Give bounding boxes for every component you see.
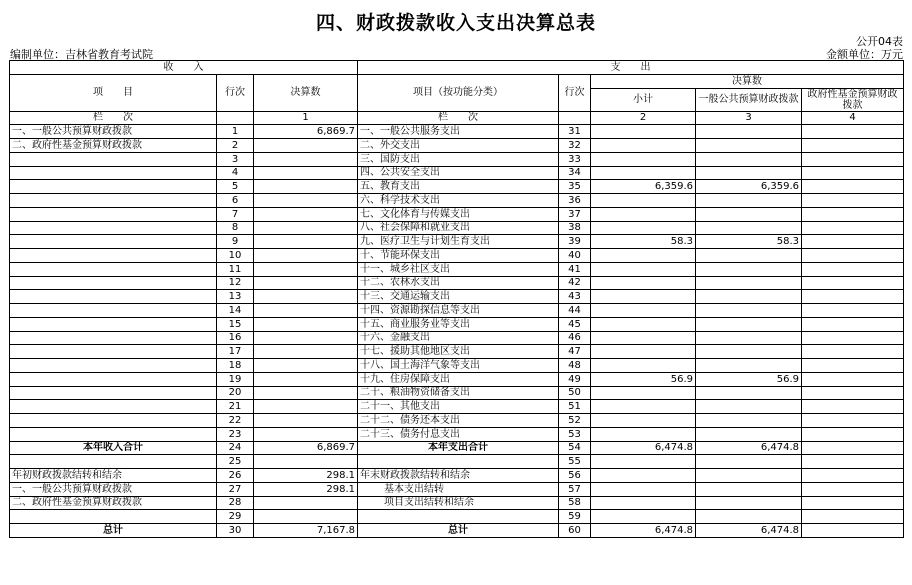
- column-number-3: 3: [696, 111, 802, 125]
- income-amount-cell: 298.1: [254, 469, 358, 483]
- expense-row-number-cell: 45: [559, 317, 591, 331]
- expense-item-cell: 总计: [358, 524, 559, 538]
- column-label-empty-2: [559, 111, 591, 125]
- income-amount-cell: [254, 496, 358, 510]
- expense-item-cell: 十六、金融支出: [358, 331, 559, 345]
- income-item-cell: 年初财政拨款结转和结余: [10, 469, 217, 483]
- income-item-cell: [10, 386, 217, 400]
- general-budget-cell: [696, 386, 802, 400]
- income-item-cell: [10, 372, 217, 386]
- government-fund-cell: [802, 304, 904, 318]
- expense-item-cell: 五、教育支出: [358, 180, 559, 194]
- expense-item-cell: 二十二、债务还本支出: [358, 414, 559, 428]
- expense-item-cell: 二、外交支出: [358, 139, 559, 153]
- function-item-header: 项目（按功能分类）: [358, 74, 559, 111]
- expense-row-number-cell: 31: [559, 125, 591, 139]
- government-fund-cell: [802, 441, 904, 455]
- column-number-1: 1: [254, 111, 358, 125]
- amount-unit: 金额单位：万元: [826, 48, 903, 61]
- subtotal-cell: [591, 496, 696, 510]
- expense-row-number-cell: 43: [559, 290, 591, 304]
- subtotal-cell: [591, 249, 696, 263]
- expense-item-cell: 十、节能环保支出: [358, 249, 559, 263]
- income-item-cell: [10, 400, 217, 414]
- expense-row-number-cell: 33: [559, 152, 591, 166]
- income-item-cell: [10, 152, 217, 166]
- column-number-2: 2: [591, 111, 696, 125]
- income-row-number-cell: 10: [217, 249, 254, 263]
- expense-row-number-cell: 48: [559, 359, 591, 373]
- column-label-2: 栏 次: [358, 111, 559, 125]
- income-amount-cell: [254, 180, 358, 194]
- subtotal-cell: [591, 427, 696, 441]
- income-row-number-cell: 25: [217, 455, 254, 469]
- table-row: [10, 166, 904, 180]
- budget-table: [9, 60, 904, 538]
- general-budget-cell: [696, 400, 802, 414]
- government-fund-cell: [802, 235, 904, 249]
- general-budget-cell: [696, 221, 802, 235]
- expense-row-number-cell: 58: [559, 496, 591, 510]
- table-row: [10, 139, 904, 153]
- income-row-number-cell: 8: [217, 221, 254, 235]
- income-item-cell: 本年收入合计: [10, 441, 217, 455]
- expense-item-cell: 十四、资源勘探信息等支出: [358, 304, 559, 318]
- subtotal-cell: [591, 359, 696, 373]
- government-fund-cell: [802, 414, 904, 428]
- general-budget-cell: [696, 317, 802, 331]
- subtotal-header: 小计: [591, 88, 696, 111]
- government-fund-cell: [802, 262, 904, 276]
- income-row-number-cell: 20: [217, 386, 254, 400]
- income-amount-cell: [254, 331, 358, 345]
- government-fund-cell: [802, 194, 904, 208]
- expense-item-cell: 十一、城乡社区支出: [358, 262, 559, 276]
- expense-item-cell: 一、一般公共服务支出: [358, 125, 559, 139]
- income-amount-cell: [254, 386, 358, 400]
- general-budget-cell: [696, 152, 802, 166]
- general-budget-cell: [696, 290, 802, 304]
- general-budget-cell: [696, 496, 802, 510]
- expense-row-number-cell: 49: [559, 372, 591, 386]
- expense-row-number-cell: 55: [559, 455, 591, 469]
- expense-row-number-cell: 32: [559, 139, 591, 153]
- expense-item-cell: 年末财政拨款结转和结余: [358, 469, 559, 483]
- table-row: [10, 524, 904, 538]
- income-item-cell: [10, 455, 217, 469]
- subtotal-cell: [591, 510, 696, 524]
- general-budget-cell: [696, 207, 802, 221]
- expense-row-number-cell: 56: [559, 469, 591, 483]
- expense-row-number-cell: 51: [559, 400, 591, 414]
- income-amount-cell: [254, 455, 358, 469]
- expense-item-cell: 十三、交通运输支出: [358, 290, 559, 304]
- income-row-number-cell: 4: [217, 166, 254, 180]
- general-budget-cell: [696, 510, 802, 524]
- income-row-number-cell: 30: [217, 524, 254, 538]
- income-amount-cell: [254, 249, 358, 263]
- income-row-number-cell: 15: [217, 317, 254, 331]
- expense-row-number-cell: 53: [559, 427, 591, 441]
- general-budget-cell: [696, 469, 802, 483]
- income-amount-cell: [254, 262, 358, 276]
- expense-item-cell: 十九、住房保障支出: [358, 372, 559, 386]
- income-item-cell: [10, 276, 217, 290]
- income-item-cell: 一、一般公共预算财政拨款: [10, 482, 217, 496]
- subtotal-cell: 6,474.8: [591, 524, 696, 538]
- government-fund-cell: [802, 139, 904, 153]
- general-budget-cell: [696, 482, 802, 496]
- income-amount-cell: [254, 207, 358, 221]
- subtotal-cell: [591, 139, 696, 153]
- general-budget-cell: [696, 249, 802, 263]
- expense-row-number-cell: 38: [559, 221, 591, 235]
- income-amount-cell: [254, 304, 358, 318]
- table-row: [10, 510, 904, 524]
- table-row: [10, 469, 904, 483]
- government-fund-cell: [802, 180, 904, 194]
- income-item-cell: [10, 304, 217, 318]
- table-row: [10, 152, 904, 166]
- expense-row-number-cell: 35: [559, 180, 591, 194]
- general-budget-cell: [696, 414, 802, 428]
- income-row-number-cell: 13: [217, 290, 254, 304]
- income-amount-cell: [254, 372, 358, 386]
- page-title: 四、财政拨款收入支出决算总表: [315, 12, 596, 34]
- general-budget-header: 一般公共预算财政拨款: [696, 88, 802, 111]
- government-fund-cell: [802, 345, 904, 359]
- table-row: [10, 249, 904, 263]
- expense-item-cell: [358, 455, 559, 469]
- income-amount-cell: 6,869.7: [254, 441, 358, 455]
- table-row: [10, 414, 904, 428]
- table-body: [10, 125, 904, 538]
- government-fund-cell: [802, 290, 904, 304]
- government-fund-header: 政府性基金预算财政拨款: [802, 88, 904, 111]
- income-item-cell: [10, 194, 217, 208]
- subtotal-cell: [591, 166, 696, 180]
- income-amount-cell: [254, 510, 358, 524]
- government-fund-cell: [802, 496, 904, 510]
- income-item-cell: [10, 414, 217, 428]
- column-label: 栏 次: [10, 111, 217, 125]
- government-fund-cell: [802, 249, 904, 263]
- income-item-cell: [10, 166, 217, 180]
- income-amount-cell: 7,167.8: [254, 524, 358, 538]
- table-row: [10, 235, 904, 249]
- subtotal-cell: [591, 455, 696, 469]
- table-row: [10, 194, 904, 208]
- subtotal-cell: [591, 400, 696, 414]
- income-row-number-cell: 2: [217, 139, 254, 153]
- subtotal-cell: [591, 194, 696, 208]
- government-fund-cell: [802, 331, 904, 345]
- income-row-number-cell: 28: [217, 496, 254, 510]
- subtotal-cell: 6,359.6: [591, 180, 696, 194]
- income-row-number-cell: 17: [217, 345, 254, 359]
- government-fund-cell: [802, 359, 904, 373]
- expense-row-number-cell: 50: [559, 386, 591, 400]
- income-row-number-cell: 29: [217, 510, 254, 524]
- expense-item-cell: 十五、商业服务业等支出: [358, 317, 559, 331]
- income-row-number-cell: 16: [217, 331, 254, 345]
- government-fund-cell: [802, 427, 904, 441]
- expense-item-cell: 十二、农林水支出: [358, 276, 559, 290]
- income-amount-cell: [254, 400, 358, 414]
- income-item-cell: 总计: [10, 524, 217, 538]
- subtotal-cell: [591, 290, 696, 304]
- income-item-cell: [10, 510, 217, 524]
- row-number-header-2: 行次: [559, 74, 591, 111]
- income-item-cell: 二、政府性基金预算财政拨款: [10, 496, 217, 510]
- subtotal-cell: [591, 317, 696, 331]
- subtotal-cell: [591, 152, 696, 166]
- expense-row-number-cell: 41: [559, 262, 591, 276]
- government-fund-cell: [802, 469, 904, 483]
- general-budget-cell: [696, 455, 802, 469]
- expense-item-cell: [358, 510, 559, 524]
- income-row-number-cell: 27: [217, 482, 254, 496]
- income-row-number-cell: 3: [217, 152, 254, 166]
- income-row-number-cell: 6: [217, 194, 254, 208]
- income-row-number-cell: 19: [217, 372, 254, 386]
- expense-row-number-cell: 36: [559, 194, 591, 208]
- general-budget-cell: 56.9: [696, 372, 802, 386]
- government-fund-cell: [802, 152, 904, 166]
- income-row-number-cell: 14: [217, 304, 254, 318]
- table-row: [10, 496, 904, 510]
- subtotal-cell: [591, 276, 696, 290]
- general-budget-cell: 6,474.8: [696, 441, 802, 455]
- income-item-cell: 一、一般公共预算财政拨款: [10, 125, 217, 139]
- general-budget-cell: [696, 276, 802, 290]
- income-row-number-cell: 22: [217, 414, 254, 428]
- expense-row-number-cell: 57: [559, 482, 591, 496]
- expense-item-cell: 七、文化体育与传媒支出: [358, 207, 559, 221]
- expense-row-number-cell: 52: [559, 414, 591, 428]
- income-item-cell: [10, 427, 217, 441]
- expense-item-cell: 基本支出结转: [358, 482, 559, 496]
- government-fund-cell: [802, 524, 904, 538]
- income-amount-cell: [254, 276, 358, 290]
- government-fund-cell: [802, 276, 904, 290]
- income-item-cell: [10, 221, 217, 235]
- general-budget-cell: [696, 345, 802, 359]
- government-fund-cell: [802, 455, 904, 469]
- expense-item-cell: 本年支出合计: [358, 441, 559, 455]
- income-item-cell: [10, 359, 217, 373]
- table-row: [10, 262, 904, 276]
- table-row: [10, 482, 904, 496]
- government-fund-cell: [802, 386, 904, 400]
- income-row-number-cell: 1: [217, 125, 254, 139]
- income-row-number-cell: 23: [217, 427, 254, 441]
- table-row: [10, 427, 904, 441]
- reporting-unit: 编制单位：吉林省教育考试院: [10, 48, 153, 61]
- form-number: 公开04表: [856, 35, 903, 48]
- table-row: [10, 304, 904, 318]
- government-fund-cell: [802, 221, 904, 235]
- general-budget-cell: [696, 427, 802, 441]
- income-amount-cell: 298.1: [254, 482, 358, 496]
- table-row: [10, 180, 904, 194]
- government-fund-cell: [802, 207, 904, 221]
- table-row: [10, 386, 904, 400]
- income-item-cell: [10, 317, 217, 331]
- income-amount-cell: [254, 427, 358, 441]
- expense-row-number-cell: 42: [559, 276, 591, 290]
- income-header: 收 入: [10, 61, 358, 75]
- income-item-cell: 二、政府性基金预算财政拨款: [10, 139, 217, 153]
- subtotal-cell: [591, 414, 696, 428]
- expense-item-cell: 四、公共安全支出: [358, 166, 559, 180]
- government-fund-cell: [802, 372, 904, 386]
- income-item-cell: [10, 249, 217, 263]
- expense-row-number-cell: 44: [559, 304, 591, 318]
- expense-row-number-cell: 40: [559, 249, 591, 263]
- expense-row-number-cell: 59: [559, 510, 591, 524]
- general-budget-cell: [696, 166, 802, 180]
- income-amount-cell: [254, 152, 358, 166]
- income-row-number-cell: 12: [217, 276, 254, 290]
- income-amount-cell: [254, 345, 358, 359]
- general-budget-cell: [696, 304, 802, 318]
- income-item-cell: [10, 331, 217, 345]
- income-item-cell: [10, 345, 217, 359]
- table-row: [10, 276, 904, 290]
- expense-row-number-cell: 47: [559, 345, 591, 359]
- expense-item-cell: 二十一、其他支出: [358, 400, 559, 414]
- final-amount-group-header: 决算数: [591, 74, 904, 88]
- government-fund-cell: [802, 317, 904, 331]
- expense-item-cell: 二十三、债务付息支出: [358, 427, 559, 441]
- expense-item-cell: 六、科学技术支出: [358, 194, 559, 208]
- subtotal-cell: 58.3: [591, 235, 696, 249]
- column-label-empty: [217, 111, 254, 125]
- subtotal-cell: [591, 125, 696, 139]
- expense-header: 支 出: [358, 61, 904, 75]
- subtotal-cell: 56.9: [591, 372, 696, 386]
- income-row-number-cell: 7: [217, 207, 254, 221]
- general-budget-cell: [696, 359, 802, 373]
- income-amount-cell: [254, 221, 358, 235]
- table-row: [10, 345, 904, 359]
- table-row: [10, 441, 904, 455]
- income-amount-cell: [254, 359, 358, 373]
- general-budget-cell: [696, 262, 802, 276]
- government-fund-cell: [802, 125, 904, 139]
- subtotal-cell: [591, 331, 696, 345]
- column-number-4: 4: [802, 111, 904, 125]
- income-amount-cell: [254, 414, 358, 428]
- income-row-number-cell: 11: [217, 262, 254, 276]
- general-budget-cell: 58.3: [696, 235, 802, 249]
- general-budget-cell: 6,474.8: [696, 524, 802, 538]
- subtotal-cell: [591, 304, 696, 318]
- income-item-cell: [10, 180, 217, 194]
- expense-item-cell: 三、国防支出: [358, 152, 559, 166]
- expense-item-cell: 八、社会保障和就业支出: [358, 221, 559, 235]
- table-row: [10, 400, 904, 414]
- table-row: [10, 372, 904, 386]
- income-amount-cell: [254, 139, 358, 153]
- income-row-number-cell: 26: [217, 469, 254, 483]
- subtotal-cell: 6,474.8: [591, 441, 696, 455]
- expense-row-number-cell: 37: [559, 207, 591, 221]
- table-row: [10, 207, 904, 221]
- government-fund-cell: [802, 400, 904, 414]
- expense-row-number-cell: 39: [559, 235, 591, 249]
- general-budget-cell: [696, 139, 802, 153]
- income-amount-cell: [254, 194, 358, 208]
- income-amount-cell: [254, 290, 358, 304]
- table-row: [10, 221, 904, 235]
- general-budget-cell: [696, 125, 802, 139]
- row-number-header: 行次: [217, 74, 254, 111]
- expense-row-number-cell: 60: [559, 524, 591, 538]
- general-budget-cell: 6,359.6: [696, 180, 802, 194]
- income-row-number-cell: 9: [217, 235, 254, 249]
- income-amount-cell: [254, 235, 358, 249]
- table-row: [10, 359, 904, 373]
- expense-item-cell: 十七、援助其他地区支出: [358, 345, 559, 359]
- item-header: 项 目: [10, 74, 217, 111]
- subtotal-cell: [591, 262, 696, 276]
- subtotal-cell: [591, 221, 696, 235]
- subtotal-cell: [591, 482, 696, 496]
- income-amount-cell: [254, 317, 358, 331]
- final-amount-header: 决算数: [254, 74, 358, 111]
- income-item-cell: [10, 235, 217, 249]
- table-row: [10, 455, 904, 469]
- subtotal-cell: [591, 469, 696, 483]
- income-amount-cell: 6,869.7: [254, 125, 358, 139]
- government-fund-cell: [802, 482, 904, 496]
- income-amount-cell: [254, 166, 358, 180]
- income-row-number-cell: 24: [217, 441, 254, 455]
- income-row-number-cell: 5: [217, 180, 254, 194]
- expense-item-cell: 项目支出结转和结余: [358, 496, 559, 510]
- table-row: [10, 125, 904, 139]
- expense-row-number-cell: 54: [559, 441, 591, 455]
- subtotal-cell: [591, 207, 696, 221]
- government-fund-cell: [802, 166, 904, 180]
- expense-item-cell: 二十、粮油物资储备支出: [358, 386, 559, 400]
- general-budget-cell: [696, 194, 802, 208]
- income-row-number-cell: 21: [217, 400, 254, 414]
- income-row-number-cell: 18: [217, 359, 254, 373]
- expense-item-cell: 九、医疗卫生与计划生育支出: [358, 235, 559, 249]
- subtotal-cell: [591, 386, 696, 400]
- expense-row-number-cell: 46: [559, 331, 591, 345]
- expense-item-cell: 十八、国土海洋气象等支出: [358, 359, 559, 373]
- table-row: [10, 331, 904, 345]
- income-item-cell: [10, 290, 217, 304]
- table-row: [10, 290, 904, 304]
- income-item-cell: [10, 262, 217, 276]
- general-budget-cell: [696, 331, 802, 345]
- table-row: [10, 317, 904, 331]
- government-fund-cell: [802, 510, 904, 524]
- income-item-cell: [10, 207, 217, 221]
- expense-row-number-cell: 34: [559, 166, 591, 180]
- subtotal-cell: [591, 345, 696, 359]
